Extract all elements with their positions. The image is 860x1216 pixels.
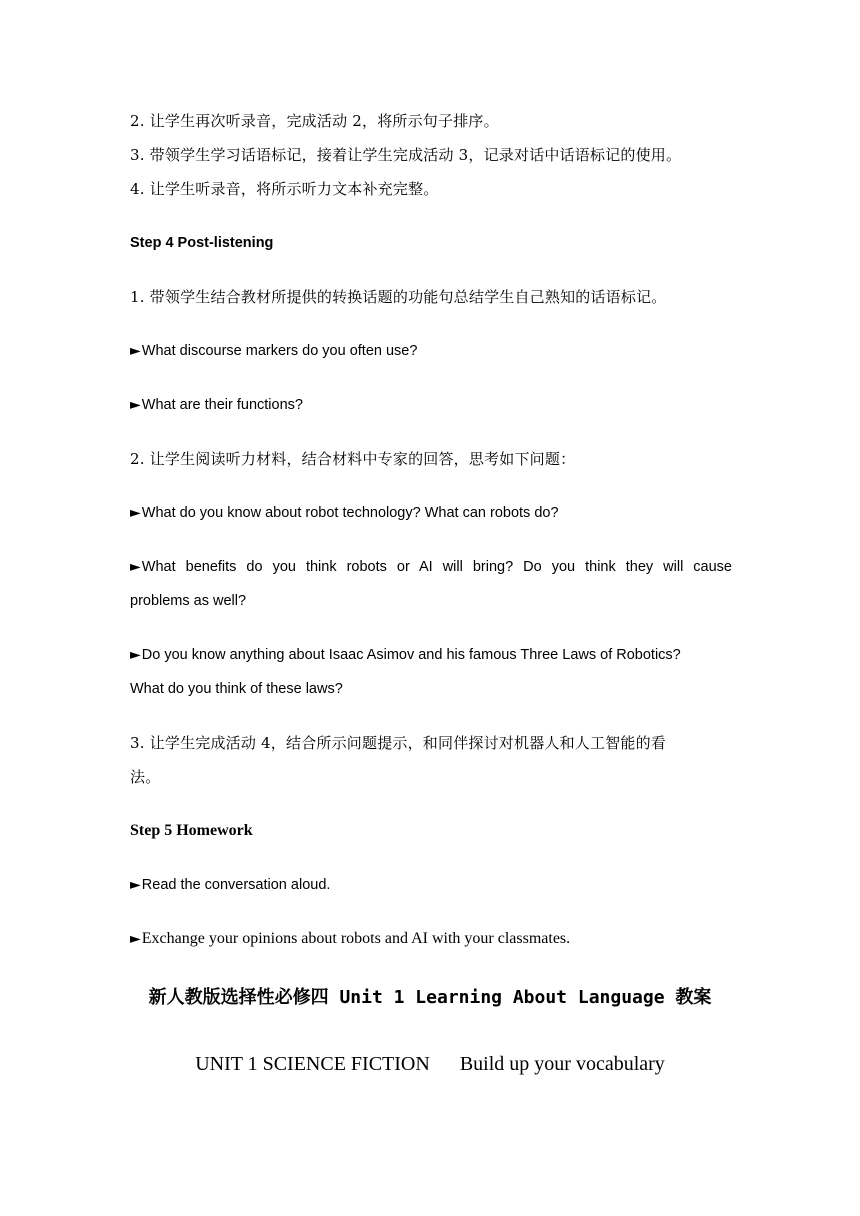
step5-homework-2	[130, 929, 570, 949]
step4-item-3-line-1: 3. 让学生完成活动 4，结合所示问题提示，和同伴探讨对机器人和人工智能的看	[130, 734, 666, 752]
step4-question-5-line-1	[130, 645, 681, 665]
step4-question-1	[130, 341, 417, 361]
step5-homework-1-text: Read the conversation aloud.	[141, 877, 331, 893]
step3-item-3: 3. 带领学生学习话语标记，接着让学生完成活动 3，记录对话中话语标记的使用。	[130, 146, 682, 164]
subtitle-unit: UNIT 1 SCIENCE FICTION	[195, 1053, 430, 1075]
step3-item-2: 2. 让学生再次听录音，完成活动 2，将所示句子排序。	[130, 112, 499, 130]
subtitle-section: Build up your vocabulary	[459, 1053, 665, 1075]
step4-question-4-line-1	[130, 557, 732, 577]
step4-question-4-text: What benefits do you think robots or AI will bring? Do you think they will cause	[141, 559, 732, 575]
step4-question-2	[130, 395, 303, 415]
step4-question-1-text: What discourse markers do you often use?	[141, 343, 418, 359]
step3-item-4: 4. 让学生听录音，将所示听力文本补充完整。	[130, 180, 439, 198]
bullet-icon: ►	[130, 343, 141, 359]
bullet-icon: ►	[130, 647, 141, 663]
next-lesson-subtitle	[0, 1051, 860, 1077]
step5-homework-1	[130, 875, 330, 895]
step4-item-3-line-2: 法。	[130, 768, 161, 786]
bullet-icon: ►	[130, 559, 141, 575]
step5-homework-2-text: Exchange your opinions about robots and AI with your classmates.	[141, 930, 571, 947]
step5-heading: Step 5 Homework	[130, 822, 253, 839]
step4-question-4-line-2: problems as well?	[130, 593, 247, 609]
step4-question-5-line-2: What do you think of these laws?	[130, 681, 343, 697]
bullet-icon: ►	[130, 931, 141, 947]
step4-heading: Step 4 Post-listening	[130, 235, 274, 251]
step4-question-5-text: Do you know anything about Isaac Asimov and his famous Three Laws of Robotics?	[141, 647, 681, 663]
step4-item-2: 2. 让学生阅读听力材料，结合材料中专家的回答，思考如下问题：	[130, 450, 576, 468]
step4-question-3	[130, 503, 559, 523]
bullet-icon: ►	[130, 505, 141, 521]
next-lesson-title: 新人教版选择性必修四 Unit 1 Learning About Language 教案	[148, 987, 712, 1008]
step4-question-2-text: What are their functions?	[141, 397, 303, 413]
step4-item-1: 1. 带领学生结合教材所提供的转换话题的功能句总结学生自己熟知的话语标记。	[130, 288, 667, 306]
step4-question-3-text: What do you know about robot technology? What can robots do?	[141, 505, 559, 521]
bullet-icon: ►	[130, 877, 141, 893]
bullet-icon: ►	[130, 397, 141, 413]
